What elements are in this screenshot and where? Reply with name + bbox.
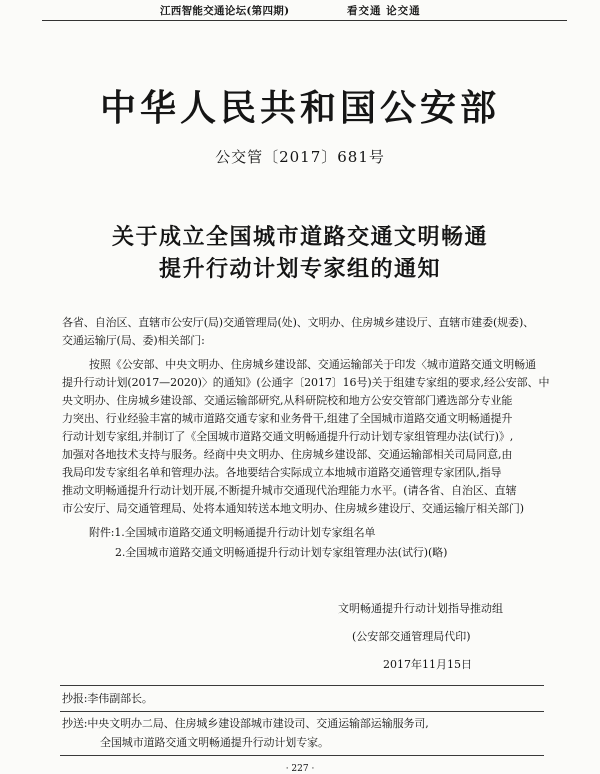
cc-send-line-1: 抄送:中央文明办二局、住房城乡建设部城市建设司、交通运输部运输服务司, bbox=[62, 717, 429, 730]
signature-date: 2017年11月15日 bbox=[383, 658, 472, 671]
body-line-7: 我局印发专家组名单和管理办法。各地要结合实际成立本地城市道路交通管理专家团队,指导 bbox=[62, 466, 502, 479]
body-line-3: 央文明办、住房城乡建设部、交通运输部研究,从科研院校和地方公安交管部门遴选部分专业能 bbox=[62, 394, 513, 407]
body-line-1: 按照《公安部、中央文明办、住房城乡建设部、交通运输部关于印发〈城市道路交通文明畅通 bbox=[89, 358, 536, 371]
footer-divider-bottom bbox=[60, 755, 544, 756]
cc-report: 抄报:李伟副部长。 bbox=[62, 692, 153, 705]
document-title-line-1: 关于成立全国城市道路交通文明畅通 bbox=[111, 224, 488, 250]
signature-org: 文明畅通提升行动计划指导推动组 bbox=[338, 602, 503, 615]
body-line-4: 力突出、行业经验丰富的城市道路交通专家和业务骨干,组建了全国城市道路交通文明畅通提升 bbox=[62, 412, 513, 425]
header-slogan: 看交通 论交通 bbox=[347, 5, 421, 17]
body-line-8: 推动文明畅通提升行动计划开展,不断提升城市交通现代治理能力水平。(请各省、自治区、直辖 bbox=[62, 484, 517, 497]
footer-divider-top bbox=[60, 685, 544, 686]
body-line-5: 行动计划专家组,并制订了《全国城市道路交通文明畅通提升行动计划专家组管理办法(试行)》, bbox=[62, 430, 514, 443]
body-line-6: 加强对各地技术支持与服务。经商中央文明办、住房城乡建设部、交通运输部相关司局同意,由 bbox=[62, 448, 513, 461]
footer-divider-middle bbox=[60, 711, 544, 712]
issuer-heading: 中华人民共和国公安部 bbox=[99, 87, 500, 129]
addressee-line-2: 交通运输厅(局、委)相关部门: bbox=[62, 334, 205, 347]
header-journal-title: 江西智能交通论坛(第四期) bbox=[160, 5, 290, 17]
page-number: · 227 · bbox=[285, 764, 315, 774]
document-title-line-2: 提升行动计划专家组的通知 bbox=[158, 256, 441, 282]
body-line-9: 市公安厅、局交通管理局、处将本通知转送本地文明办、住房城乡建设厅、交通运输厅相关部门) bbox=[62, 502, 524, 515]
cc-send-line-2: 全国城市道路交通文明畅通提升行动计划专家。 bbox=[100, 736, 329, 749]
document-number: 公交管〔2017〕681号 bbox=[215, 148, 385, 166]
addressee-line-1: 各省、自治区、直辖市公安厅(局)交通管理局(处)、文明办、住房城乡建设厅、直辖市建委(规委)、 bbox=[62, 316, 535, 329]
attachment-2: 2.全国城市道路交通文明畅通提升行动计划专家组管理办法(试行)(略) bbox=[115, 546, 448, 559]
signature-seal-note: (公安部交通管理局代印) bbox=[352, 630, 471, 643]
header-divider bbox=[42, 20, 567, 21]
body-line-2: 提升行动计划(2017—2020)〉的通知》(公通字〔2017〕16号)关于组建专家组的要求,经公安部、中 bbox=[62, 376, 550, 389]
running-header bbox=[0, 0, 600, 20]
attachment-1: 附件:1.全国城市道路交通文明畅通提升行动计划专家组名单 bbox=[89, 526, 376, 539]
